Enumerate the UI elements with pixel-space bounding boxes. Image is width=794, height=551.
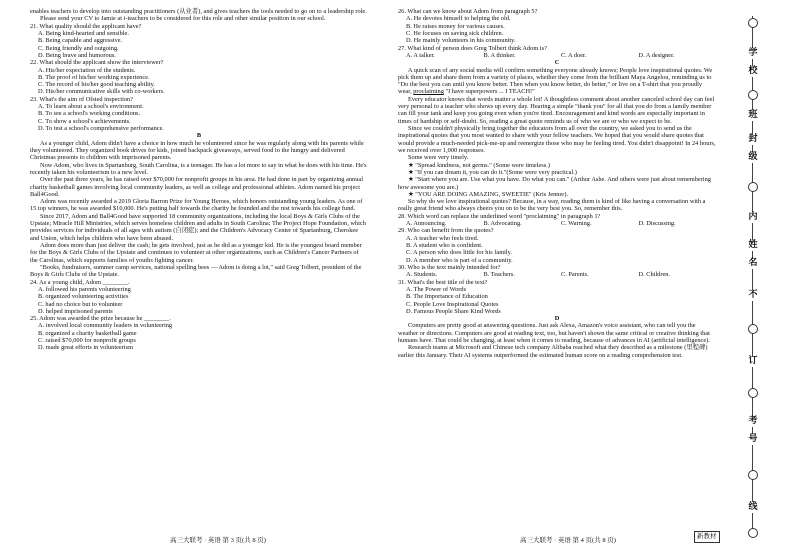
binding-char: 级	[746, 152, 760, 163]
option: C. raised $70,000 for nonprofit groups	[38, 337, 136, 345]
question-stem: 22. What should the applicant show the interviewer?	[30, 59, 164, 67]
binding-char: 号	[746, 434, 760, 445]
option: C. Being friendly and outgoing.	[38, 44, 119, 52]
option: D. Children.	[638, 271, 671, 279]
binding-char: 班	[746, 110, 760, 121]
option: C. Parents.	[561, 271, 589, 279]
passage-paragraph: Some were very timely.	[408, 154, 469, 162]
option: A. A teacher who feels tired.	[406, 234, 479, 242]
option: D. A member who is part of a community.	[406, 256, 513, 264]
left-column	[30, 8, 368, 352]
binding-char: 不	[746, 290, 760, 301]
passage-paragraph: "Books, fundraisers, summer camp services, national spelling bees — Adom is doing a lot," said Greg Tolbert, president of the Boys & Girls Clubs of the Upstate.	[30, 263, 362, 279]
passage-text: A quick scan of any social media will confirm something everyone already knows; People love inspirational quotes. We pick them up and share them from a variety of places, whether they come from the brilliant Maya Angelou, reminding us to "Do the best you can until you know better. Then when you know better, do better," or live on a T-shirt that you proudly wear,	[398, 66, 713, 96]
option-row	[398, 271, 716, 278]
intro-paragraph: enables teachers to develop into outstanding practitioners (从业者), and gives teachers the tools needed to go on to a leadership role.	[30, 8, 367, 15]
binding-strip	[722, 4, 788, 547]
option: C. People Love Inspirational Quotes	[406, 300, 499, 308]
option: B. Being capable and aggressive.	[38, 37, 123, 45]
binding-circle	[748, 470, 758, 480]
passage-paragraph: Since we couldn't physically bring together the educators from all over the country, we asked you to send us the inspirational quotes that you most wanted to share with your fellow teachers. We hoped that you would share quotes that would provide a much-needed pick-me-up and reenergize those who may be feeling tired. You didn't disappoint! In 24 hours, we received over 1,000 responses.	[398, 125, 716, 154]
passage-paragraph: Computers are pretty good at answering questions. Just ask Alexa, Amazon's voice assistant, who can tell you the weather or directions. Computers are good at reading text, too, but haven't shown the same critical or creative thinking that humans have. That could be changing, at least when it comes to reading, because of advances in AI (artificial intelligence).	[398, 322, 710, 345]
option: A. The Power of Words	[406, 285, 467, 293]
passage-text: "I have superpowers ... I TEACH!"	[443, 88, 535, 96]
binding-char: 名	[746, 258, 760, 269]
quote-item: ★ "If you can dream it, you can do it."(Some were very practical.)	[408, 168, 577, 176]
page-footer-left: 高三大联考 · 英语 第 3 页(共 8 页)	[170, 537, 266, 544]
binding-circle	[748, 324, 758, 334]
option: C. had no choice but to volunteer	[38, 300, 123, 308]
question-stem: 23. What's the aim of Ofsted inspection?	[30, 95, 134, 103]
quote-item: ★ "YOU ARE DOING AMAZING, SWEETIE" (Kris Jenner).	[408, 190, 569, 198]
binding-circle	[748, 90, 758, 100]
option: B. The Importance of Education	[406, 293, 488, 301]
question-stem: 30. Who is the text mainly intended for?	[398, 263, 501, 271]
quote-item: ★ "Start where you are. Use what you have. Do what you can." (Arthur Ashe. And others were just about remembering how awesome you are.)	[398, 176, 711, 191]
option: A. To learn about a school's environment.	[38, 103, 144, 111]
option: B. A student who is confident.	[406, 242, 483, 249]
binding-char: 校	[746, 66, 760, 77]
question-stem: 31. What's the best title of the text?	[398, 278, 488, 286]
question-stem: 29. Who can benefit from the quotes?	[398, 227, 494, 235]
option: A. Students.	[406, 271, 438, 279]
option-row	[398, 220, 716, 227]
option: C. He focuses on saving sick children.	[406, 29, 504, 37]
binding-circle	[748, 18, 758, 28]
option: C. Warning.	[561, 220, 592, 228]
option: C. A person who does little for his family.	[406, 249, 513, 257]
quote-item: ★ "Spread kindness, not germs." (Some were timeless.)	[408, 161, 550, 169]
option: C. A doer.	[561, 51, 587, 59]
passage-paragraph: Over the past three years, he has raised over $70,000 for nonprofit groups in his area. He had done in part by organizing annual charity basketball games involving local community leaders, as well as college and professional athletes. Adom named his project Ball4Good.	[30, 176, 363, 198]
binding-char: 姓	[746, 240, 760, 251]
option: B. He raises money for various causes.	[406, 22, 505, 30]
option: D. To test a school's comprehensive performance.	[38, 125, 165, 132]
question-stem: 26. What can we know about Adom from paragraph 5?	[398, 8, 538, 15]
underlined-word: proclaiming	[413, 88, 444, 96]
binding-char: 考	[746, 416, 760, 427]
option: D. He mainly volunteers in his community.	[406, 37, 516, 45]
passage-paragraph: Now Adom, who lives in Spartanburg, South Carolina, is a teenager. He has a lot more to say in what he does with his time. He's recently taken his volunteerism to a new level.	[30, 161, 367, 176]
passage-paragraph: Since 2017, Adom and Ball4Good have supported 18 community organizations, including the local Boys & Girls Clubs of the Upstate; Miracle Hill Ministries, which serves homeless children and adults in South Carolina; The Project Hope Foundation, which provides services for individuals of all ages with autism (自闭症); and the Children's Advocacy Center of Spartanburg, Cherokee and Union, which helps children who have been abused.	[30, 212, 366, 242]
option: B. Teachers.	[483, 271, 515, 279]
option: B. Advocating.	[483, 220, 522, 228]
option: A. He devotes himself to helping the old.	[406, 15, 511, 23]
option: B. organized a charity basketball game	[38, 329, 137, 337]
binding-circle	[748, 182, 758, 192]
passage-paragraph: Research teams at Microsoft and Chinese tech company Alibaba reached what they described as a milestone (里程碑) earlier this January. Their AI systems outperformed the estimated human score on a reading comprehension test.	[398, 344, 708, 359]
option: D. made great efforts in volunteerism	[38, 344, 134, 352]
binding-char: 线	[746, 502, 760, 513]
option: A. Being kind-hearted and sensible.	[38, 29, 129, 37]
option: B. organized volunteering activities	[38, 293, 129, 301]
option: A. A talker.	[406, 51, 435, 59]
passage-paragraph: As a younger child, Adom didn't have a choice in how much he volunteered since he was regularly along with his parents while they volunteered. They organized book drives for kids, joined backpack giveaways, served food to the hungry and delivered Christmas presents to children with imprisoned parents.	[30, 139, 364, 162]
question-stem: 21. What quality should the applicant have?	[30, 22, 142, 30]
option: A. followed his parents volunteering	[38, 285, 131, 293]
edition-badge: 新教材	[694, 531, 720, 543]
intro-paragraph: Please send your CV to Jamie at i-teachers to be considered for this role and other similar position in our school.	[40, 15, 326, 23]
section-heading: D	[554, 315, 560, 323]
option: B. To see a school's working conditions.	[38, 110, 141, 118]
option: B. The proof of his/her working experience.	[38, 73, 150, 81]
question-stem: 27. What kind of person does Greg Tolbert think Adom is?	[398, 44, 547, 52]
binding-circle	[748, 388, 758, 398]
option: B. A thinker.	[483, 51, 516, 59]
right-column	[398, 8, 716, 359]
option: D. His/her communicative skills with co-workers.	[38, 88, 165, 96]
passage-paragraph: Adom was recently awarded a 2019 Gloria Barron Prize for Young Heroes, which honors outstanding young leaders. As one of 15 top winners, he was awarded $10,000. He's putting half towards the charity he founded and the rest towards his college fund.	[30, 198, 363, 213]
passage-paragraph: Adom does more than just deliver the cash; he gets involved, just as he did as a younger kid. He is the youngest board member for the Boys & Girls Clubs of the Upstate and continues to volunteer at other organizations, such as Children's Cancer Partners of the Carolinas, which supports families of youths fighting cancer.	[30, 242, 362, 264]
binding-char: 学	[746, 48, 760, 59]
passage-paragraph: Every educator knows that words matter a whole lot! A thoughtless comment about another canceled school day can feel very personal to a teacher who shows up every day. Hearing a simple "thank you" for all that you do from a family member can fill your tank and keep you going even when you're tired. Encouragement and kind words are especially important in times of hardship or self-doubt. So, reading a great quote reminds us of who we are or who we expect to be.	[398, 95, 715, 125]
question-stem: 24. As a young child, Adom ________.	[30, 278, 130, 286]
option: D. Being brave and humorous.	[38, 51, 116, 59]
option: D. Famous People Share Kind Words	[406, 307, 501, 315]
option: D. Discussing.	[638, 220, 676, 228]
binding-circle	[748, 528, 758, 538]
question-stem: 25. Adom was awarded the prize because he ________.	[30, 315, 171, 323]
option: A. His/her expectation of the students.	[38, 66, 136, 74]
binding-char: 封	[746, 134, 760, 145]
option: A. involved local community leaders in volunteering	[38, 322, 173, 330]
option: C. The record of his/her good teaching ability.	[38, 81, 155, 89]
question-stem: 28. Which word can replace the underlined word "proclaiming" in paragraph 1?	[398, 212, 601, 220]
option-row	[398, 52, 716, 59]
section-heading: B	[196, 132, 202, 140]
binding-char: 订	[746, 356, 760, 367]
binding-char: 内	[746, 212, 760, 223]
option: A. Announcing.	[406, 220, 447, 228]
passage-paragraph: So why do we love inspirational quotes? Because, in a way, reading them is kind of like having a conversation with a really great friend who always cheers you on to be the very best you. So, remember this.	[398, 198, 706, 213]
option: D. helped imprisoned parents	[38, 307, 113, 315]
section-heading: C	[554, 59, 560, 67]
option: C. To show a school's achievements.	[38, 117, 131, 125]
passage-paragraph	[398, 67, 716, 96]
option: D. A designer.	[638, 51, 675, 59]
page-footer-right: 高三大联考 · 英语 第 4 页(共 8 页)	[520, 537, 616, 544]
